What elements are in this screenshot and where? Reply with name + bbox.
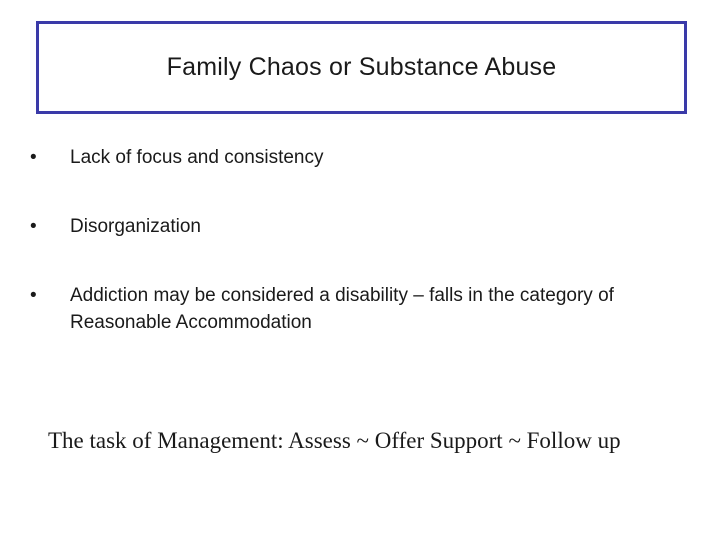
title-box [36,21,687,114]
bullet-text: Addiction may be considered a disability – falls in the category of Reasonable Accommodation [70,285,614,333]
slide-title: Family Chaos or Substance Abuse [166,53,557,81]
bullet-item [30,144,690,171]
bullet-icon: • [30,147,37,168]
bullet-item [30,213,690,240]
bullet-text: Disorganization [70,216,201,237]
bullet-icon: • [30,216,37,237]
bullet-item [30,282,690,336]
bullet-icon: • [30,285,37,306]
bullet-list [30,144,690,336]
management-task-text: The task of Management: Assess ~ Offer Support ~ Follow up [48,428,621,453]
bullet-text: Lack of focus and consistency [70,147,324,168]
